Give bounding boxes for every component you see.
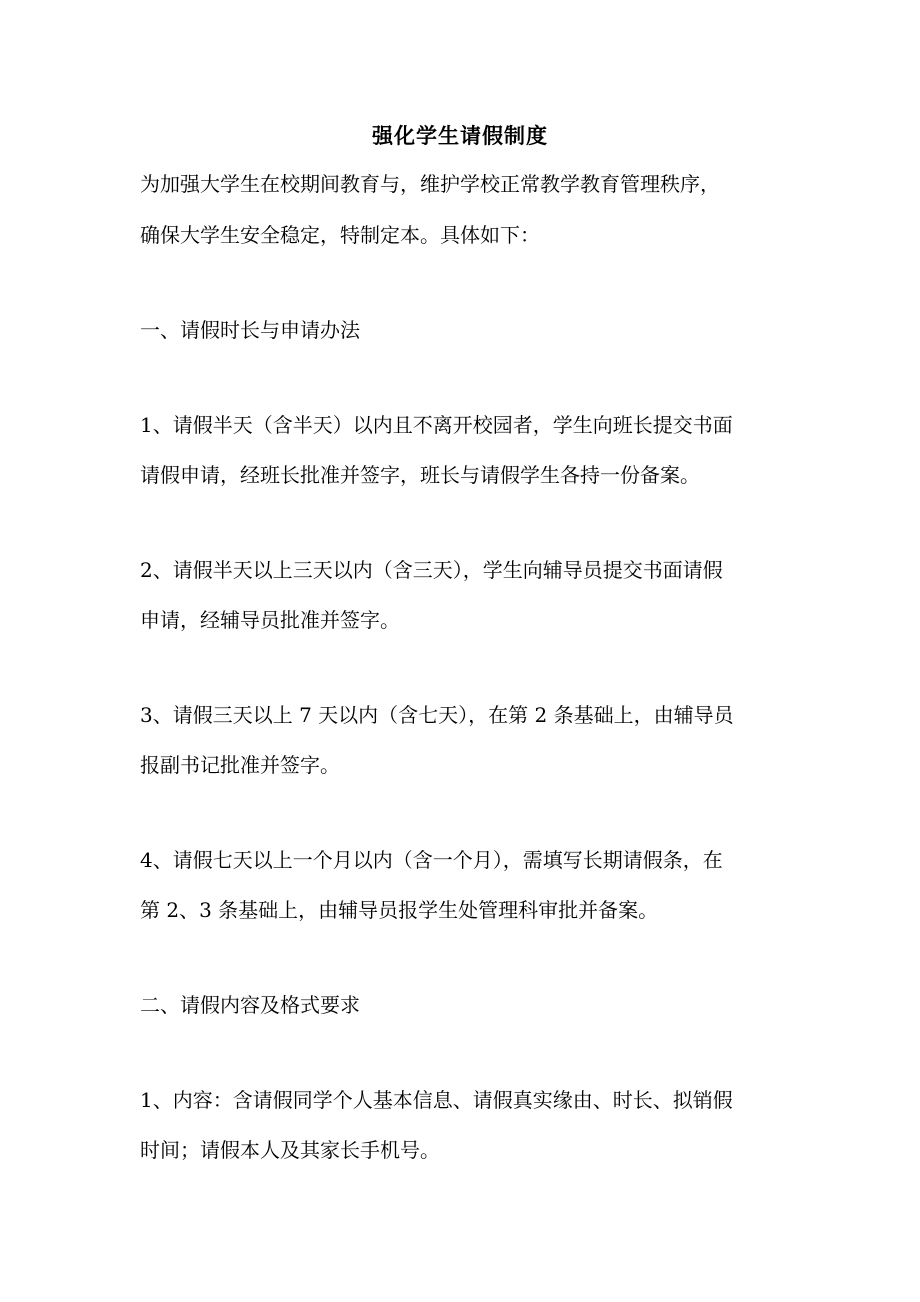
document-title: 强化学生请假制度 [372, 123, 548, 148]
clause-3-line-1: 3、请假三天以上 7 天以内（含七天），在第 2 条基础上，由辅导员 [140, 703, 734, 727]
content-clause-line-1: 1、内容：含请假同学个人基本信息、请假真实缘由、时长、拟销假 [140, 1088, 733, 1112]
section-heading-2: 二、请假内容及格式要求 [140, 993, 360, 1017]
content-clause-line-2: 时间；请假本人及其家长手机号。 [140, 1138, 440, 1162]
section-heading-1: 一、请假时长与申请办法 [140, 318, 360, 342]
clause-4-line-2: 第 2、3 条基础上，由辅导员报学生处管理科审批并备案。 [140, 898, 659, 922]
clause-4-line-1: 4、请假七天以上一个月以内（含一个月），需填写长期请假条，在 [140, 848, 723, 872]
intro-line-2: 确保大学生安全稳定，特制定本。具体如下： [140, 223, 540, 247]
intro-line-1: 为加强大学生在校期间教育与，维护学校正常教学教育管理秩序， [140, 172, 720, 196]
clause-2-line-2: 申请，经辅导员批准并签字。 [140, 608, 400, 632]
clause-1-line-2: 请假申请，经班长批准并签字，班长与请假学生各持一份备案。 [140, 463, 700, 487]
clause-3-line-2: 报副书记批准并签字。 [140, 753, 340, 777]
clause-1-line-1: 1、请假半天（含半天）以内且不离开校园者，学生向班长提交书面 [140, 413, 733, 437]
clause-2-line-1: 2、请假半天以上三天以内（含三天），学生向辅导员提交书面请假 [140, 558, 723, 582]
